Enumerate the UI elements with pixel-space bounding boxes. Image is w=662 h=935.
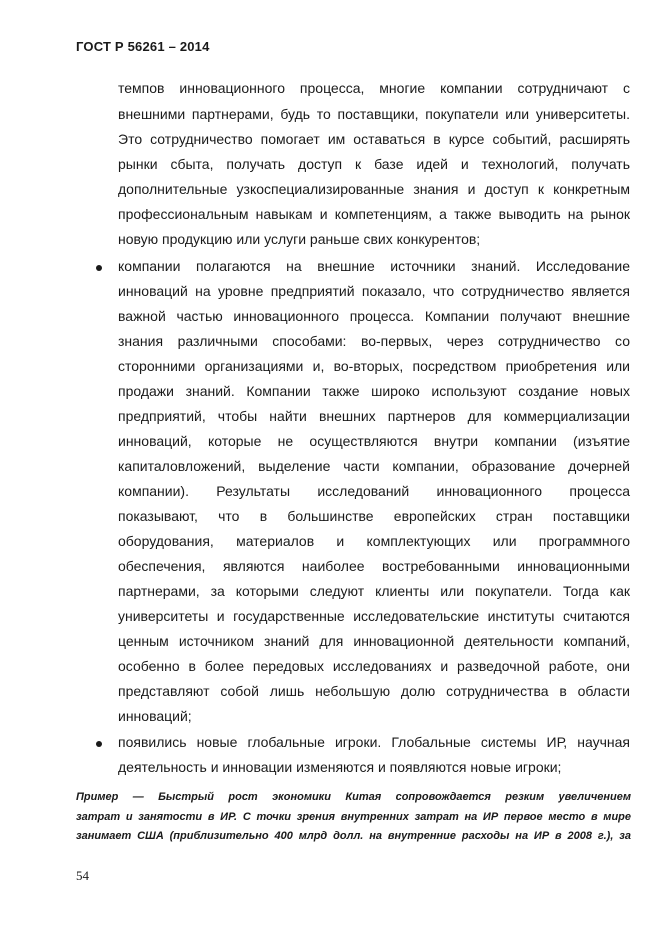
text-line: предприятий, чтобы найти внешних партнеров для коммерциализации — [118, 408, 630, 424]
text-line: важной частью инновационного процесса. Компании получают внешние — [118, 308, 630, 324]
text-line: компании). Результаты исследований инновационного процесса — [118, 483, 630, 499]
example-line: Пример — Быстрый рост экономики Китая сопровождается резким увеличением — [76, 791, 631, 803]
text-line: сторонними организациями и, во-вторых, посредством приобретения или — [118, 358, 630, 374]
text-line: инноваций; — [118, 708, 192, 724]
text-line: особенно в более передовых исследованиях и разведочной работе, они — [118, 658, 630, 674]
text-line: инноваций на уровне предприятий показало, что сотрудничество является — [118, 283, 630, 299]
text-line: рынки сбыта, получать доступ к базе идей и технологий, получать — [118, 156, 630, 172]
text-line: обеспечения, являются наиболее востребованными инновационными — [118, 558, 630, 574]
text-line: знания различными способами: во-первых, через сотрудничество со — [118, 333, 630, 349]
bullet-marker — [96, 741, 102, 747]
text-line: деятельность и инновации изменяются и появляются новые игроки; — [118, 759, 562, 775]
text-line: ценным источником знаний для инновационной деятельности компаний, — [118, 633, 630, 649]
text-line: показывают, что в большинстве европейских стран поставщики — [118, 508, 630, 524]
text-line: оборудования, материалов и комплектующих или программного — [118, 533, 630, 549]
text-line: университеты и государственные исследовательские институты считаются — [118, 608, 630, 624]
text-line: представляют собой лишь небольшую долю сотрудничества в области — [118, 683, 630, 699]
text-line: дополнительные узкоспециализированные знания и доступ к конкретным — [118, 181, 630, 197]
text-line: партнерами, за которыми следуют клиенты или покупатели. Тогда как — [118, 583, 630, 599]
text-line: появились новые глобальные игроки. Глобальные системы ИР, научная — [118, 734, 630, 750]
example-line: затрат и занятости в ИР. С точки зрения внутренних затрат на ИР первое место в мире — [76, 811, 631, 823]
bullet-marker — [96, 265, 102, 271]
text-line: внешними партнерами, будь то поставщики, покупатели или университеты. — [118, 106, 630, 122]
text-line: профессиональным навыкам и компетенциям, а также выводить на рынок — [118, 206, 630, 222]
text-line: продажи знаний. Компании также широко используют создание новых — [118, 383, 630, 399]
document-header: ГОСТ Р 56261 – 2014 — [76, 39, 210, 54]
text-line: капиталовложений, выделение части компании, образование дочерней — [118, 458, 630, 474]
example-line: занимает США (приблизительно 400 млрд долл. на внутренние расходы на ИР в 2008 г.), за — [76, 830, 631, 842]
text-line: новую продукцию или услуги раньше свих конкурентов; — [118, 231, 481, 247]
text-line: темпов инновационного процесса, многие компании сотрудничают с — [118, 80, 630, 96]
text-line: Это сотрудничество помогает им оставаться в курсе событий, расширять — [118, 131, 630, 147]
page-number: 54 — [76, 868, 89, 883]
text-line: инноваций, которые не осуществляются внутри компании (изъятие — [118, 433, 630, 449]
text-line: компании полагаются на внешние источники знаний. Исследование — [118, 258, 630, 274]
